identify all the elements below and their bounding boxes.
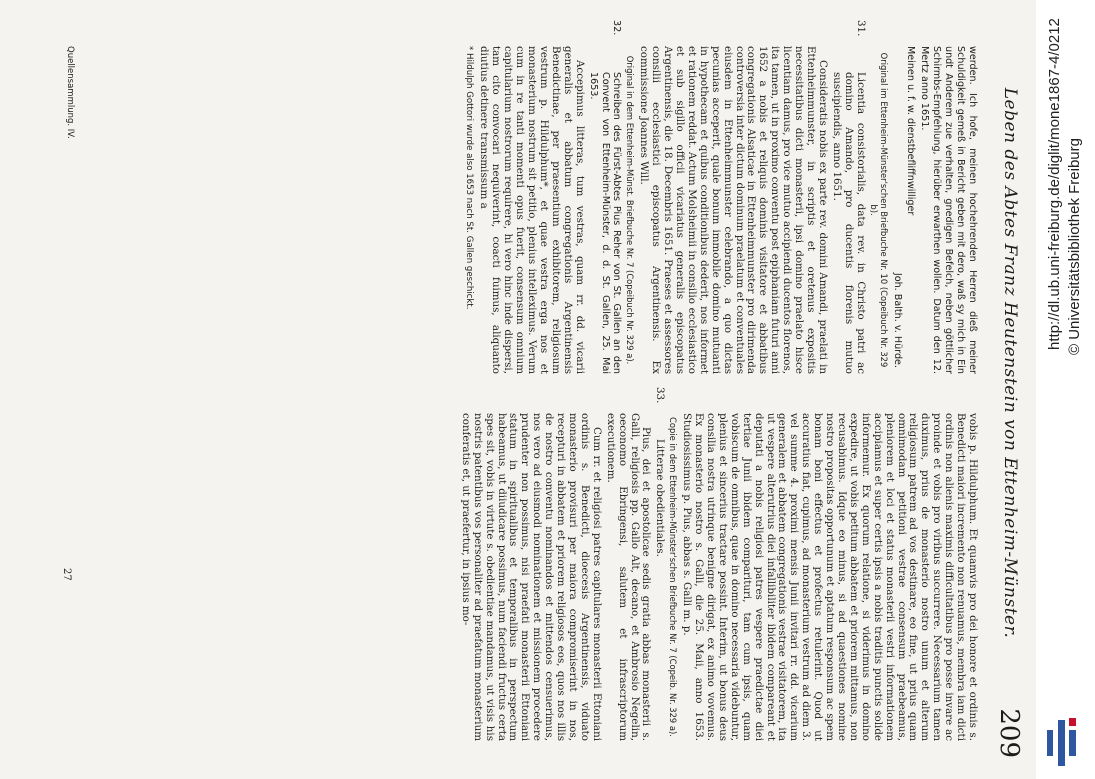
ub-freiburg-logo-icon (1047, 718, 1077, 768)
right-column (457, 387, 979, 741)
running-title: Leben des Abtes Franz Heutenstein von Ettenheim-Münster. (1000, 87, 1020, 639)
item-32-number: 32. (611, 20, 623, 36)
item-32-body: Accepimus litteras, tum vestras, quam rr. dd. vicarii generalis et abbatum congregationis Argentinensis Benedictinae, per praesentium exhibitorem, religiosum vestrum p. Hildulphum*, et quae vestra erga nos et monasterium nostrum sit petitio, plenius intelleximus. Verum cum in re tanti momenti opus fuerit, consensum omnium capitularium nostrorum requirere, hi vero hinc inde dispersi, tam cito convocari nequiverint, coacti fuimus, aliquanto diutius detinere transmissum a (478, 46, 586, 374)
footnote: * Hildulph Gottori wurde also 1653 nach St. Gallen geschickt. (463, 46, 474, 310)
permalink-url[interactable]: http://dl.ub.uni-freiburg.de/diglit/mone1867-4/0212 (1046, 18, 1063, 350)
intro-signature: Joh. Balth. v. Hürde. (891, 272, 903, 368)
intro-paragraph: werden. Ich hofe, meinen hochehrenden Herren dieß meiner Schuldigkeit gemeß in Bericht geben mit dero, waß sy mich in Ein undt Anderem zue verhalten, gnedigen Befelch, neben göttlicher Schirmbs-Empfehlung, hierüber erwarthen wollen. Datum den 12. Mertz anno 1651. (919, 46, 978, 374)
item-33-paragraph-1: Pius, dei et apostolicae sedis gratia abbas monasterii s. Galli, religiosis pp. Gallo Alt, decano, et Ambrosio Negelin, oeconomo Ebringensi, salutem et infrascriptorum executionem. (604, 413, 653, 741)
footer-signature-mark: 27 (61, 568, 72, 581)
item-31-heading (830, 20, 867, 374)
item-33-heading (653, 387, 667, 741)
item-33-title: Litterae obedientiales. (654, 439, 667, 557)
logo-bar-right (1069, 730, 1076, 756)
item-31-number: 31. (854, 20, 867, 37)
book-page (45, 8, 1030, 773)
letter-source-note: Copie in dem Ettenheim-Münster'schen Briefbuche Nr. 7 (Copeib. Nr. 329 a). (668, 417, 679, 737)
left-column (463, 20, 978, 374)
library-banner (1036, 0, 1095, 779)
logo-square-red (1069, 718, 1076, 726)
logo-bar-blue (1058, 720, 1065, 766)
item-31-title: Licentia consistorialis, data rev. in Christo patri ac domino Amando, pro ducentis florenis mutuo suscipiendis, anno 1651. (830, 72, 867, 374)
item-31-source-note: Original in dem Ettenheim-Münst. Briefbuche Nr. 7 (Copeibuch Nr. 329 a). (625, 55, 636, 365)
item-33-number: 33. (654, 387, 667, 404)
logo-bar-left (1047, 730, 1053, 756)
item-32-title: Schreiben des Fürst-Abtes Pius Reher von St. Gallen an den Convent von Ettenheim-Münster, d. d. St. Gallen, 25. Mai 1653. (587, 72, 623, 374)
intro-source-note: Original im Ettenheim-Münster'schen Briefbuche Nr. 10 (Copeibuch Nr. 329 b). (868, 52, 889, 368)
page-number: 209 (994, 708, 1024, 758)
item-33-paragraph-2: Cum rr. et religiosi patres capitulares monasterii Ettoniani ordinis s. Benedicti, dioecesis Argentinensis, viduato monasterio provisuri per maiora compromiserint in nos, recepturi in abbatem et priorem religiosos eos, quos nos illis de nostro conventu nominandos et mittendos censuerimus, nos vero ad eiusmodi nominationem et missionem procedere prudenter non possimus, nisi praefati monasterii Ettoniani statum in spiritualibus et temporalibus in perspectum habeamus, ut diiudicare possimus, num faciendi fructus certa spes sit, vobis in virtute s. obedientiae mandamus, ut visis his nostris patentibus vos personaliter ad praefatum monasterium conferatis et, ut praefertur, in ipsius mo- (459, 413, 603, 741)
intro-closing: Meinen u. f. w. dienstbefliffnwilliger (905, 46, 917, 216)
letter-continuation: vobis p. Hildulphum. Et quamvis pro dei honore et ordinis s. Benedicti maiori incremento non renuamus, membra iam dicti ordinis non alienis maximis difficultatibus pro posse invare ac proinde et vobis pro viribus succurrere. Necessarium tamen duximus, prius de monasterio nostro unum et alterum religiosum patrem ad vos destinare, eo fine, ut prius quam omnimodam petitioni vestrae consensum praebeamus, pleniorem et loci et status monasterii vestri informationem accipiamus et super certis ipsis a nobis traditis punctis solide informemur. Ex quorum relatione, si viderimus in domino expedire, ut vobis petitum abbatem et priorem mittamus, non recusabimus. Idque eo minus, si ad quaestiones nomine nostro propositas opportunum et aptatum responsum ac spem bonam boni effectus et profectus retulerint. Quod ut accuratius fiat, cupimus, ad monasterium vestrum ad diem 3. vel summe 4. proximi mensis Junii invitari rr. dd. vicarium generalem et abbatem congregationis vestrae visitatorem, ita ut vespere alterutrius diei infallibiliter ibidem compareant et deputati a nobis religiosi patres vespere praedictae diei tertiae Junii ibidem comparituri, tam cum ipsis, quam vobiscum de omnibus, quae in domino necessaria videbuntur, plenius et sincerius tractare possint. Interim, ut bonus deus consilia nostra utrinque benigne dirigat, ex animo vovemus. Ex monasterio nostro s. Galli, die 25. Maii, anno 1653. Studiosissimus p. Pius, abbas s. Galli m. p. (681, 413, 979, 741)
item-32-heading (587, 20, 623, 374)
footer-collection-mark: Quellensammlung. IV. (65, 46, 75, 139)
running-head (984, 58, 1024, 758)
copyright-notice: © Universitätsbibliothek Freiburg (1066, 138, 1083, 355)
item-31-body: Consideratis nobis ex parte rev. domini Amandi, praelati in Ettenheimmunster, in scriptis et oretenus expositis necessitatibus dicti monasterii, ipsi domino praelato hisce licentiam damus, pro vice mutuo accipiendi ducentos florenos, ita tamen, ut in proximo conventu post epiphaniam futuri anni 1652 a nobis et reliquis dominis visitatore et abbatibus congregationis Alsaticae in Ettenheimmunster pro dirimenda controversia inter dictum dominum praelatum et conventuales eiusdem in Ettenheimmunster celebrando, a quo dictas pecunias acceperit, quale bonum immobile domino mutuanti in hypothecam et quibus conditionibus dederit, nos informet et rationem reddat. Actum Molsheimii in consilio ecclesiastico et sub sigillo officii vicariatus generalis episcopatus Argentinensis, die 18. Decembris 1651. Praeses et assessores consilii ecclesiastici episcopatus Argentinensis. Ex commissione Joannes Will. (638, 46, 829, 374)
